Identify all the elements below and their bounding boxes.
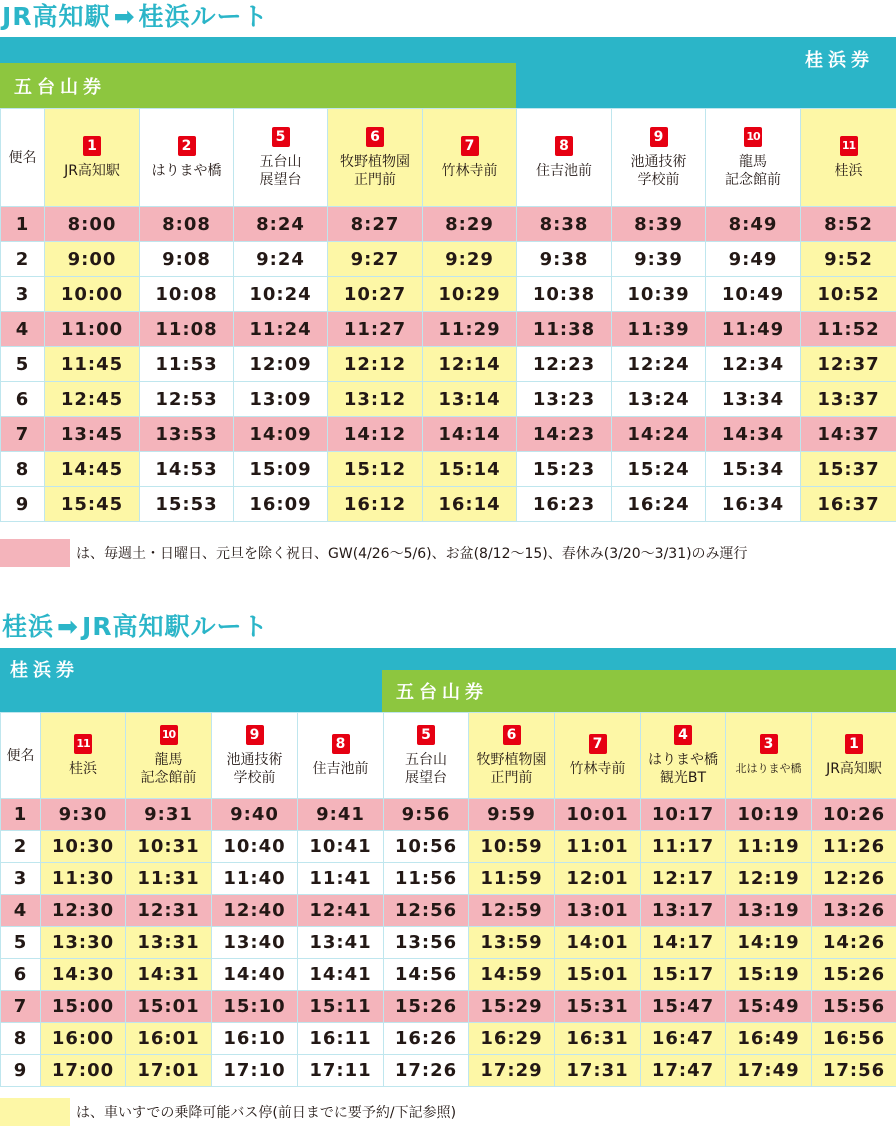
stop-number-badge: 10 [160, 725, 178, 745]
departure-time: 13:12 [328, 382, 423, 417]
departure-time: 14:12 [328, 417, 423, 452]
departure-time: 12:34 [706, 347, 801, 382]
departure-time: 16:09 [234, 487, 328, 522]
departure-time: 16:11 [298, 1023, 384, 1055]
stop-number-badge: 8 [332, 734, 350, 754]
departure-time: 10:00 [45, 277, 140, 312]
departure-time: 17:47 [641, 1055, 726, 1087]
departure-time: 10:41 [298, 831, 384, 863]
departure-time: 9:52 [801, 242, 896, 277]
route1-timetable [0, 108, 896, 522]
departure-time: 13:17 [641, 895, 726, 927]
departure-time: 14:59 [469, 959, 555, 991]
departure-time: 11:26 [812, 831, 896, 863]
stop-number-badge: 1 [845, 734, 863, 754]
departure-time: 13:26 [812, 895, 896, 927]
departure-time: 11:17 [641, 831, 726, 863]
station-name: はりまや橋 [151, 162, 222, 179]
departure-time: 11:41 [298, 863, 384, 895]
departure-time: 9:38 [517, 242, 612, 277]
table-row [1, 347, 896, 382]
departure-time: 9:39 [612, 242, 706, 277]
departure-time: 16:29 [469, 1023, 555, 1055]
station-header [45, 109, 140, 207]
departure-time: 15:47 [641, 991, 726, 1023]
departure-time: 14:26 [812, 927, 896, 959]
departure-time: 14:56 [384, 959, 469, 991]
departure-time: 10:52 [801, 277, 896, 312]
trip-number: 1 [1, 207, 45, 242]
departure-time: 15:19 [726, 959, 812, 991]
stop-number-badge: 4 [674, 725, 692, 745]
departure-time: 12:30 [41, 895, 126, 927]
departure-time: 13:30 [41, 927, 126, 959]
departure-time: 9:59 [469, 799, 555, 831]
station-header [612, 109, 706, 207]
departure-time: 17:00 [41, 1055, 126, 1087]
table-row [1, 863, 896, 895]
trip-number: 6 [1, 382, 45, 417]
departure-time: 14:14 [423, 417, 517, 452]
departure-time: 16:49 [726, 1023, 812, 1055]
departure-time: 10:19 [726, 799, 812, 831]
departure-time: 12:24 [612, 347, 706, 382]
station-name: 桂浜 [69, 760, 97, 777]
station-header [140, 109, 234, 207]
departure-time: 13:31 [126, 927, 212, 959]
departure-time: 14:17 [641, 927, 726, 959]
departure-time: 14:01 [555, 927, 641, 959]
departure-time: 9:31 [126, 799, 212, 831]
departure-time: 11:59 [469, 863, 555, 895]
departure-time: 9:49 [706, 242, 801, 277]
index-header: 便名 [1, 109, 45, 207]
departure-time: 8:39 [612, 207, 706, 242]
departure-time: 13:24 [612, 382, 706, 417]
departure-time: 17:10 [212, 1055, 298, 1087]
departure-time: 16:12 [328, 487, 423, 522]
departure-time: 11:08 [140, 312, 234, 347]
station-header [234, 109, 328, 207]
stop-number-badge: 11 [840, 136, 858, 156]
departure-time: 9:40 [212, 799, 298, 831]
departure-time: 10:01 [555, 799, 641, 831]
station-name: はりまや橋 観光BT [648, 751, 718, 786]
station-header [423, 109, 517, 207]
departure-time: 10:08 [140, 277, 234, 312]
departure-time: 14:34 [706, 417, 801, 452]
departure-time: 11:40 [212, 863, 298, 895]
departure-time: 16:34 [706, 487, 801, 522]
departure-time: 8:24 [234, 207, 328, 242]
stop-number-badge: 6 [366, 127, 384, 147]
departure-time: 13:37 [801, 382, 896, 417]
station-header [555, 713, 641, 799]
trip-number: 5 [1, 927, 41, 959]
departure-time: 11:53 [140, 347, 234, 382]
departure-time: 14:24 [612, 417, 706, 452]
departure-time: 12:01 [555, 863, 641, 895]
route2-ticket-right: 五台山券 [396, 682, 488, 703]
departure-time: 17:49 [726, 1055, 812, 1087]
station-name: JR高知駅 [826, 760, 882, 777]
departure-time: 13:01 [555, 895, 641, 927]
departure-time: 10:30 [41, 831, 126, 863]
departure-time: 12:56 [384, 895, 469, 927]
departure-time: 12:40 [212, 895, 298, 927]
station-name: 牧野植物園 正門前 [340, 153, 410, 188]
station-header [641, 713, 726, 799]
departure-time: 10:27 [328, 277, 423, 312]
legend-pink [0, 539, 748, 567]
station-name: 池通技術 学校前 [630, 153, 687, 188]
trip-number: 7 [1, 991, 41, 1023]
departure-time: 15:14 [423, 452, 517, 487]
departure-time: 11:39 [612, 312, 706, 347]
station-header [801, 109, 896, 207]
departure-time: 10:40 [212, 831, 298, 863]
departure-time: 10:39 [612, 277, 706, 312]
table-row [1, 207, 896, 242]
departure-time: 10:59 [469, 831, 555, 863]
departure-time: 8:38 [517, 207, 612, 242]
departure-time: 15:56 [812, 991, 896, 1023]
departure-time: 10:26 [812, 799, 896, 831]
departure-time: 15:29 [469, 991, 555, 1023]
departure-time: 17:31 [555, 1055, 641, 1087]
departure-time: 15:10 [212, 991, 298, 1023]
departure-time: 11:00 [45, 312, 140, 347]
departure-time: 15:26 [812, 959, 896, 991]
departure-time: 16:23 [517, 487, 612, 522]
departure-time: 11:31 [126, 863, 212, 895]
stop-number-badge: 5 [417, 725, 435, 745]
departure-time: 15:49 [726, 991, 812, 1023]
table-row [1, 417, 896, 452]
departure-time: 15:00 [41, 991, 126, 1023]
stop-number-badge: 3 [760, 734, 778, 754]
departure-time: 8:49 [706, 207, 801, 242]
route2-ticket-left: 桂浜券 [10, 660, 79, 681]
table-row [1, 382, 896, 417]
departure-time: 11:49 [706, 312, 801, 347]
departure-time: 11:01 [555, 831, 641, 863]
departure-time: 15:17 [641, 959, 726, 991]
table-row [1, 1023, 896, 1055]
stop-number-badge: 8 [555, 136, 573, 156]
route2-title-to: JR高知駅ルート [81, 612, 269, 641]
departure-time: 15:01 [126, 991, 212, 1023]
table-row [1, 831, 896, 863]
departure-time: 10:49 [706, 277, 801, 312]
departure-time: 14:23 [517, 417, 612, 452]
station-name: 龍馬 記念館前 [140, 751, 197, 786]
station-name: 桂浜 [834, 162, 863, 179]
trip-number: 1 [1, 799, 41, 831]
departure-time: 12:41 [298, 895, 384, 927]
departure-time: 16:24 [612, 487, 706, 522]
departure-time: 13:56 [384, 927, 469, 959]
station-name: 北はりまや橋 [735, 761, 802, 775]
departure-time: 11:45 [45, 347, 140, 382]
departure-time: 13:40 [212, 927, 298, 959]
index-header: 便名 [1, 713, 41, 799]
departure-time: 14:53 [140, 452, 234, 487]
departure-time: 10:29 [423, 277, 517, 312]
departure-time: 14:30 [41, 959, 126, 991]
trip-number: 8 [1, 452, 45, 487]
station-name: 五台山 展望台 [259, 153, 302, 188]
departure-time: 16:10 [212, 1023, 298, 1055]
station-header [126, 713, 212, 799]
departure-time: 11:52 [801, 312, 896, 347]
departure-time: 8:52 [801, 207, 896, 242]
legend-pink-swatch [0, 539, 70, 567]
table-row [1, 927, 896, 959]
departure-time: 12:17 [641, 863, 726, 895]
departure-time: 12:45 [45, 382, 140, 417]
departure-time: 15:45 [45, 487, 140, 522]
departure-time: 8:08 [140, 207, 234, 242]
station-header [328, 109, 423, 207]
departure-time: 11:24 [234, 312, 328, 347]
table-row [1, 312, 896, 347]
departure-time: 9:30 [41, 799, 126, 831]
stop-number-badge: 2 [178, 136, 196, 156]
departure-time: 12:53 [140, 382, 234, 417]
route1-title [2, 0, 269, 34]
departure-time: 11:19 [726, 831, 812, 863]
departure-time: 14:45 [45, 452, 140, 487]
departure-time: 15:23 [517, 452, 612, 487]
trip-number: 9 [1, 1055, 41, 1087]
departure-time: 9:56 [384, 799, 469, 831]
stop-number-badge: 5 [272, 127, 290, 147]
departure-time: 13:34 [706, 382, 801, 417]
departure-time: 9:27 [328, 242, 423, 277]
legend-yellow [0, 1098, 456, 1126]
trip-number: 4 [1, 895, 41, 927]
departure-time: 13:09 [234, 382, 328, 417]
departure-time: 9:29 [423, 242, 517, 277]
stop-number-badge: 9 [650, 127, 668, 147]
departure-time: 15:01 [555, 959, 641, 991]
departure-time: 14:09 [234, 417, 328, 452]
station-header [726, 713, 812, 799]
departure-time: 16:37 [801, 487, 896, 522]
table-row [1, 1055, 896, 1087]
departure-time: 16:00 [41, 1023, 126, 1055]
station-name: 五台山 展望台 [405, 751, 447, 786]
table-row [1, 799, 896, 831]
departure-time: 11:56 [384, 863, 469, 895]
departure-time: 9:41 [298, 799, 384, 831]
trip-number: 5 [1, 347, 45, 382]
departure-time: 14:19 [726, 927, 812, 959]
station-name: 牧野植物園 正門前 [476, 751, 547, 786]
departure-time: 13:19 [726, 895, 812, 927]
departure-time: 12:26 [812, 863, 896, 895]
departure-time: 14:40 [212, 959, 298, 991]
trip-number: 2 [1, 831, 41, 863]
station-header [41, 713, 126, 799]
departure-time: 14:41 [298, 959, 384, 991]
stop-number-badge: 10 [744, 127, 762, 147]
departure-time: 15:26 [384, 991, 469, 1023]
arrow-right-icon: ➡ [57, 612, 79, 641]
departure-time: 10:38 [517, 277, 612, 312]
departure-time: 16:47 [641, 1023, 726, 1055]
table-row [1, 959, 896, 991]
departure-time: 16:01 [126, 1023, 212, 1055]
departure-time: 15:09 [234, 452, 328, 487]
trip-number: 7 [1, 417, 45, 452]
departure-time: 9:24 [234, 242, 328, 277]
departure-time: 12:19 [726, 863, 812, 895]
departure-time: 10:17 [641, 799, 726, 831]
arrow-right-icon: ➡ [113, 2, 136, 31]
trip-number: 9 [1, 487, 45, 522]
trip-number: 3 [1, 863, 41, 895]
stop-number-badge: 9 [246, 725, 264, 745]
departure-time: 15:53 [140, 487, 234, 522]
route2-title-from: 桂浜 [2, 612, 55, 641]
trip-number: 3 [1, 277, 45, 312]
legend-yellow-swatch [0, 1098, 70, 1126]
table-row [1, 242, 896, 277]
departure-time: 16:56 [812, 1023, 896, 1055]
departure-time: 15:37 [801, 452, 896, 487]
departure-time: 15:34 [706, 452, 801, 487]
departure-time: 17:56 [812, 1055, 896, 1087]
trip-number: 6 [1, 959, 41, 991]
departure-time: 8:27 [328, 207, 423, 242]
departure-time: 10:31 [126, 831, 212, 863]
station-header [706, 109, 801, 207]
trip-number: 4 [1, 312, 45, 347]
station-header [517, 109, 612, 207]
station-header [812, 713, 896, 799]
stop-number-badge: 7 [589, 734, 607, 754]
departure-time: 15:12 [328, 452, 423, 487]
departure-time: 8:29 [423, 207, 517, 242]
route2-title [2, 610, 269, 644]
departure-time: 13:23 [517, 382, 612, 417]
station-header [469, 713, 555, 799]
departure-time: 16:26 [384, 1023, 469, 1055]
departure-time: 14:37 [801, 417, 896, 452]
stop-number-badge: 6 [503, 725, 521, 745]
departure-time: 12:12 [328, 347, 423, 382]
departure-time: 11:29 [423, 312, 517, 347]
station-name: 龍馬 記念館前 [725, 153, 781, 188]
departure-time: 12:09 [234, 347, 328, 382]
route2-timetable [0, 712, 896, 1087]
table-row [1, 452, 896, 487]
table-row [1, 895, 896, 927]
route1-ticket-left: 五台山券 [14, 76, 106, 98]
departure-time: 13:53 [140, 417, 234, 452]
departure-time: 17:29 [469, 1055, 555, 1087]
legend-pink-text: は、毎週土・日曜日、元旦を除く祝日、GW(4/26〜5/6)、お盆(8/12〜15)、春休み(3/20〜3/31)のみ運行 [76, 546, 748, 562]
departure-time: 17:01 [126, 1055, 212, 1087]
departure-time: 11:27 [328, 312, 423, 347]
departure-time: 14:31 [126, 959, 212, 991]
route1-title-to: 桂浜ルート [138, 2, 269, 31]
route1-ticket-right: 桂浜券 [805, 49, 874, 71]
departure-time: 12:23 [517, 347, 612, 382]
station-header [298, 713, 384, 799]
departure-time: 16:14 [423, 487, 517, 522]
departure-time: 10:24 [234, 277, 328, 312]
departure-time: 10:56 [384, 831, 469, 863]
legend-yellow-text: は、車いすでの乗降可能バス停(前日までに要予約/下記参照) [76, 1105, 457, 1121]
trip-number: 8 [1, 1023, 41, 1055]
station-header [384, 713, 469, 799]
departure-time: 13:59 [469, 927, 555, 959]
route2-ticket-band-right [382, 670, 896, 712]
stop-number-badge: 1 [83, 136, 101, 156]
departure-time: 12:37 [801, 347, 896, 382]
station-name: 竹林寺前 [569, 760, 626, 777]
departure-time: 8:00 [45, 207, 140, 242]
departure-time: 11:38 [517, 312, 612, 347]
station-header [212, 713, 298, 799]
station-name: 住吉池前 [536, 162, 592, 179]
stop-number-badge: 11 [74, 734, 92, 754]
departure-time: 15:31 [555, 991, 641, 1023]
station-name: 池通技術 学校前 [226, 751, 283, 786]
departure-time: 9:08 [140, 242, 234, 277]
trip-number: 2 [1, 242, 45, 277]
route1-ticket-band-left [0, 63, 516, 108]
stop-number-badge: 7 [461, 136, 479, 156]
departure-time: 13:14 [423, 382, 517, 417]
table-row [1, 277, 896, 312]
departure-time: 12:14 [423, 347, 517, 382]
departure-time: 16:31 [555, 1023, 641, 1055]
route1-title-from: JR高知駅 [2, 2, 111, 31]
departure-time: 13:41 [298, 927, 384, 959]
departure-time: 9:00 [45, 242, 140, 277]
departure-time: 17:11 [298, 1055, 384, 1087]
departure-time: 17:26 [384, 1055, 469, 1087]
departure-time: 12:59 [469, 895, 555, 927]
departure-time: 12:31 [126, 895, 212, 927]
station-name: 竹林寺前 [441, 162, 498, 179]
station-name: JR高知駅 [64, 162, 120, 179]
departure-time: 15:24 [612, 452, 706, 487]
station-name: 住吉池前 [312, 760, 369, 777]
departure-time: 15:11 [298, 991, 384, 1023]
departure-time: 13:45 [45, 417, 140, 452]
table-row [1, 991, 896, 1023]
table-row [1, 487, 896, 522]
departure-time: 11:30 [41, 863, 126, 895]
